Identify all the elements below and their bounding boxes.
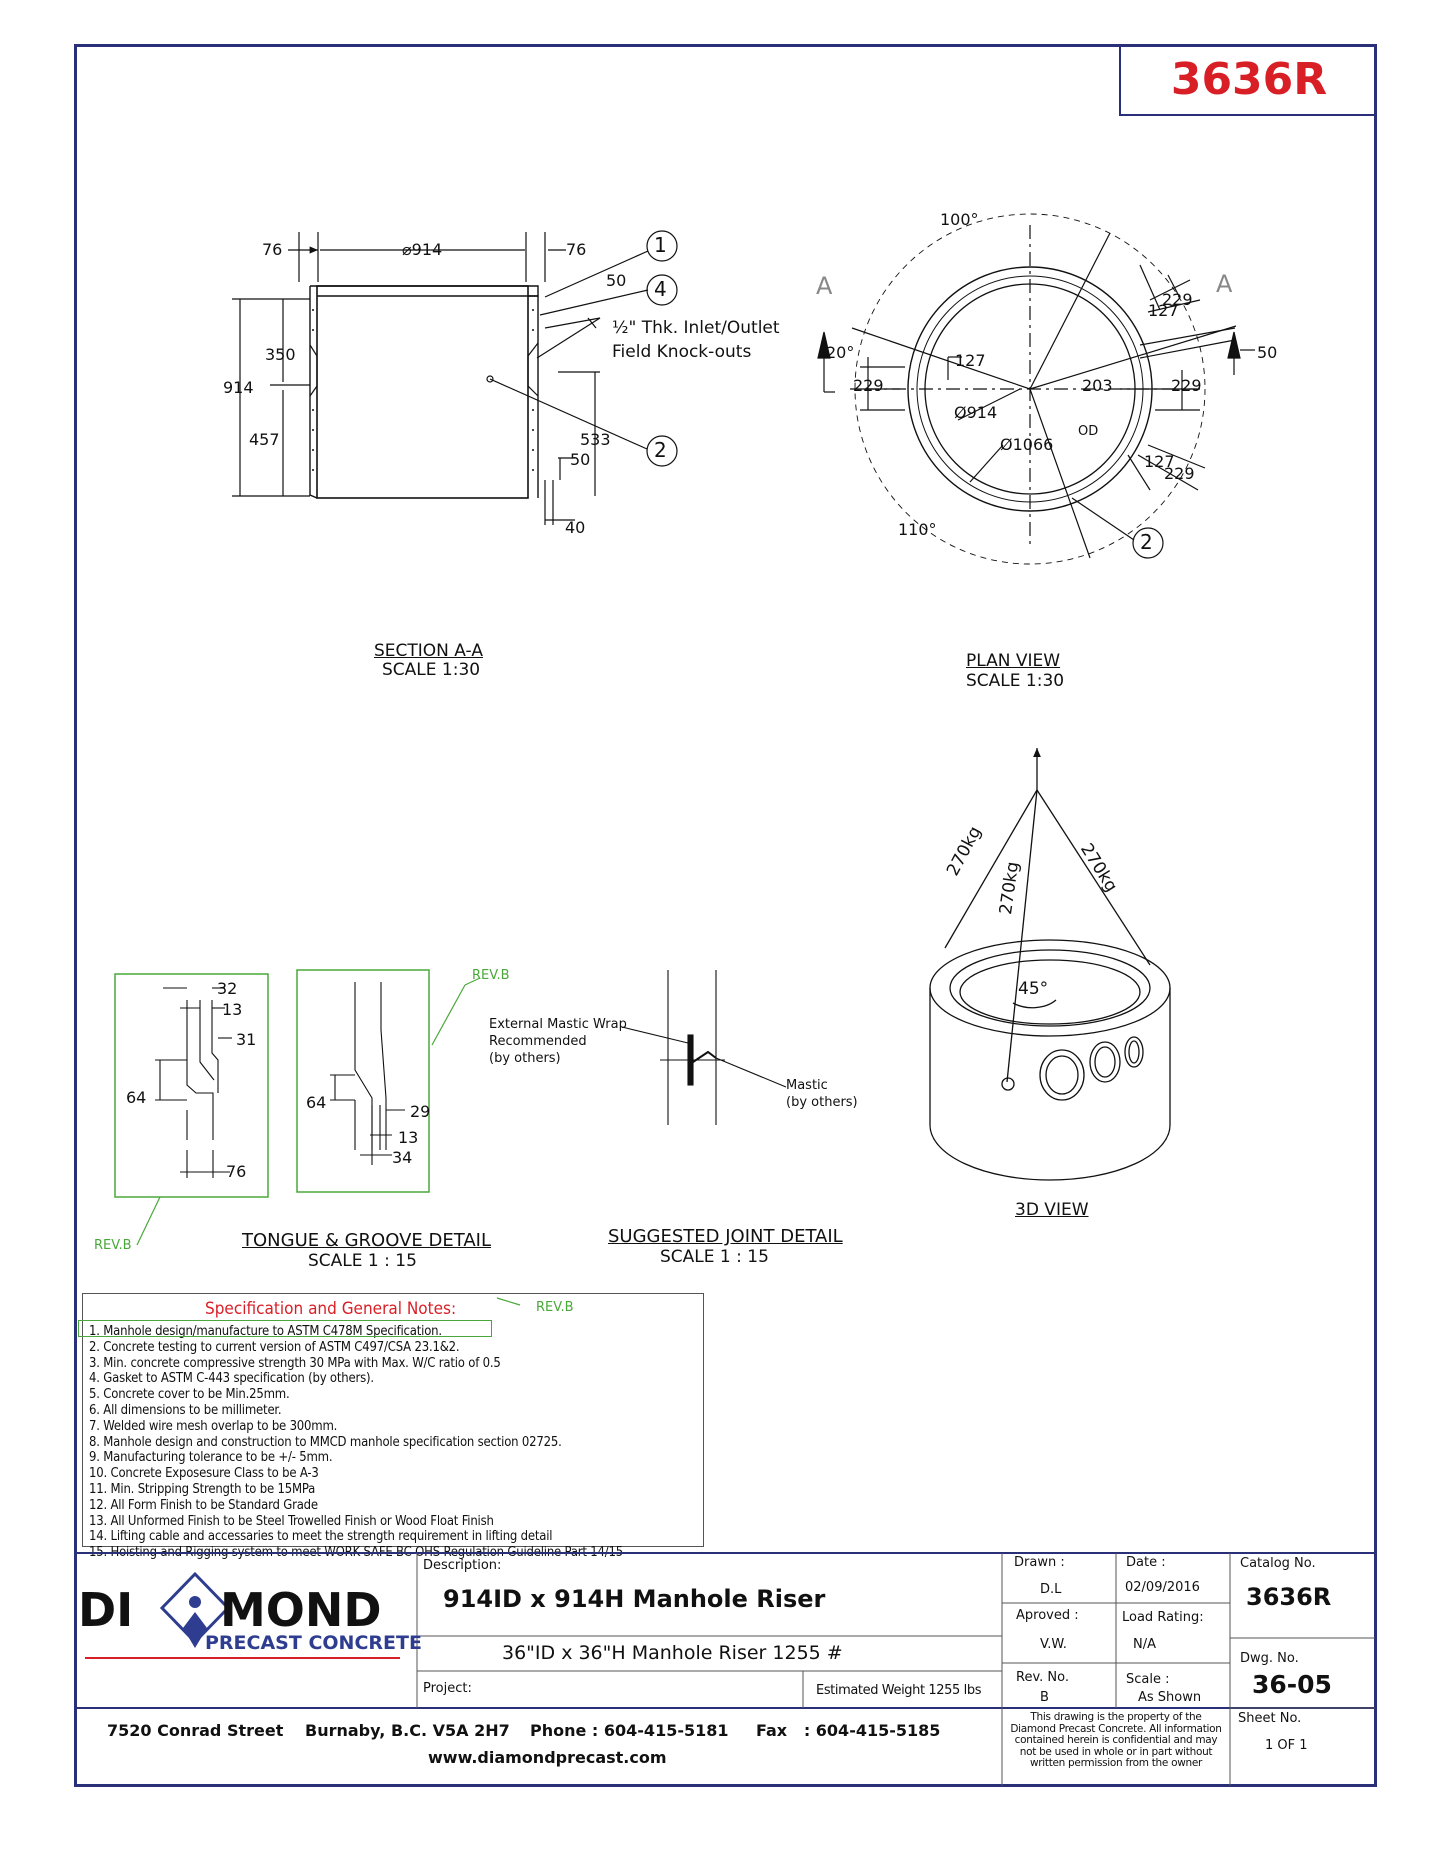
- dim-350: 350: [265, 345, 296, 364]
- catalog-value: 3636R: [1246, 1583, 1332, 1611]
- address-street: 7520 Conrad Street: [107, 1721, 284, 1740]
- note-item: 15. Hoisting and Rigging system to meet WORK SAFE BC OHS Regulation Guideline Part 14/15: [89, 1545, 623, 1561]
- approved-label: Aproved :: [1016, 1608, 1079, 1623]
- knockout-note-1: ½" Thk. Inlet/Outlet: [612, 318, 780, 338]
- angle-110: 110°: [898, 520, 937, 539]
- dim-203: 203: [1082, 376, 1113, 395]
- dim-76-tongue: 76: [226, 1162, 247, 1181]
- dim-533: 533: [580, 430, 611, 449]
- disclaimer-line: written permission from the owner: [1029, 1757, 1203, 1770]
- disclaimer-line: contained herein is confidential and may: [1014, 1734, 1218, 1747]
- dim-13-b: 13: [398, 1128, 419, 1147]
- bubble-4: 4: [654, 277, 667, 301]
- dim-127-left: 127: [955, 351, 986, 370]
- load-rating-label: Load Rating:: [1122, 1610, 1204, 1625]
- section-marker-left: A: [816, 272, 833, 300]
- disclaimer-line: Diamond Precast Concrete. All information: [1010, 1722, 1222, 1735]
- mastic-wrap-note-2: Recommended: [489, 1034, 587, 1049]
- plan-scale: SCALE 1:30: [966, 671, 1065, 691]
- dim-127-right-top: 127: [1148, 301, 1179, 320]
- dim-64-a: 64: [126, 1088, 147, 1107]
- dim-229-right-bottom: 229: [1164, 464, 1195, 483]
- rev-b-marker-3: REV.B: [536, 1300, 574, 1315]
- dwg-label: Dwg. No.: [1240, 1651, 1299, 1666]
- website-link[interactable]: www.diamondprecast.com: [428, 1748, 667, 1767]
- dim-914-width: ⌀914: [402, 240, 443, 259]
- dim-31: 31: [236, 1030, 257, 1049]
- sheet-label: Sheet No.: [1238, 1711, 1302, 1726]
- mastic-note-1: Mastic: [786, 1078, 828, 1093]
- note-item: 7. Welded wire mesh overlap to be 300mm.: [89, 1418, 338, 1434]
- note-item: 9. Manufacturing tolerance to be +/- 5mm.: [89, 1450, 333, 1466]
- dim-76-left: 76: [262, 240, 283, 259]
- dim-127-right-bottom: 127: [1144, 452, 1175, 471]
- angle-45: 45°: [1018, 979, 1049, 999]
- dim-32: 32: [217, 979, 238, 998]
- note-item: 1. Manhole design/manufacture to ASTM C478M Specification.: [89, 1324, 442, 1339]
- load-label-1: 270kg: [943, 823, 986, 880]
- dim-50-plan: 50: [1257, 343, 1278, 362]
- load-label-3: 270kg: [1076, 840, 1122, 896]
- drawn-label: Drawn :: [1014, 1555, 1065, 1570]
- dim-914-height: 914: [223, 378, 254, 397]
- load-rating-value: N/A: [1133, 1637, 1156, 1652]
- tongue-scale: SCALE 1 : 15: [308, 1251, 417, 1271]
- dim-13-a: 13: [222, 1000, 243, 1019]
- note-item: 14. Lifting cable and accessaries to meet the strength requirement in lifting detail: [89, 1529, 553, 1545]
- dim-34: 34: [392, 1148, 413, 1167]
- logo-text-left: DI: [78, 1583, 134, 1637]
- dim-29: 29: [410, 1102, 431, 1121]
- dim-76-right: 76: [566, 240, 587, 259]
- dim-229-right: 229: [1171, 376, 1202, 395]
- knockout-note-2: Field Knock-outs: [612, 342, 752, 362]
- note-item: 11. Min. Stripping Strength to be 15MPa: [89, 1481, 316, 1497]
- dim-229-left: 229: [853, 376, 884, 395]
- dim-229-right-top: 229: [1162, 290, 1193, 309]
- catalog-label: Catalog No.: [1240, 1556, 1316, 1571]
- note-item: 10. Concrete Exposesure Class to be A-3: [89, 1466, 319, 1482]
- dim-50-top: 50: [606, 271, 627, 290]
- view3d-title: 3D VIEW: [1015, 1200, 1089, 1220]
- dwg-value: 36-05: [1252, 1670, 1332, 1699]
- load-label-2: 270kg: [996, 860, 1024, 916]
- address-city: Burnaby, B.C. V5A 2H7: [305, 1721, 510, 1740]
- drawn-value: D.L: [1040, 1582, 1062, 1597]
- disclaimer-line: This drawing is the property of the: [1030, 1711, 1202, 1723]
- dim-457: 457: [249, 430, 280, 449]
- note-item: 12. All Form Finish to be Standard Grade: [89, 1497, 318, 1513]
- approved-value: V.W.: [1040, 1637, 1067, 1652]
- note-item: 5. Concrete cover to be Min.25mm.: [89, 1387, 290, 1403]
- mastic-note-2: (by others): [786, 1095, 858, 1110]
- od-label: OD: [1078, 424, 1099, 439]
- angle-100: 100°: [940, 210, 979, 229]
- rev-value: B: [1040, 1690, 1049, 1705]
- description-value: 914ID x 914H Manhole Riser: [443, 1585, 826, 1613]
- section-marker-right: A: [1216, 270, 1233, 298]
- fax-number: Fax : 604-415-5185: [756, 1721, 941, 1740]
- plan-title: PLAN VIEW: [966, 651, 1061, 671]
- plan-bubble-2: 2: [1140, 530, 1153, 554]
- dim-50-bottom: 50: [570, 450, 591, 469]
- rev-b-marker-2: REV.B: [472, 968, 510, 983]
- dim-914-dia: Ø914: [954, 403, 998, 422]
- dim-1066-dia: Ø1066: [1000, 435, 1054, 454]
- joint-scale: SCALE 1 : 15: [660, 1247, 769, 1267]
- phone-number: Phone : 604-415-5181: [530, 1721, 729, 1740]
- catalog-code-header: 3636R: [1119, 44, 1377, 116]
- note-item: 4. Gasket to ASTM C-443 specification (by others).: [89, 1371, 374, 1387]
- note-item: 8. Manhole design and construction to MMCD manhole specification section 02725.: [89, 1434, 562, 1450]
- description-imperial: 36"ID x 36"H Manhole Riser 1255 #: [502, 1642, 843, 1664]
- rev-label: Rev. No.: [1016, 1670, 1069, 1685]
- description-label: Description:: [423, 1558, 502, 1573]
- rev-b-marker-1: REV.B: [94, 1238, 132, 1253]
- joint-title: SUGGESTED JOINT DETAIL: [608, 1226, 843, 1247]
- scale-value: As Shown: [1138, 1690, 1202, 1705]
- angle-20: 20°: [826, 343, 855, 362]
- tongue-title: TONGUE & GROOVE DETAIL: [242, 1230, 491, 1251]
- logo-subtitle: PRECAST CONCRETE: [205, 1632, 422, 1654]
- disclaimer-line: not be used in whole or in part without: [1019, 1745, 1213, 1758]
- date-value: 02/09/2016: [1125, 1580, 1200, 1595]
- bubble-2: 2: [654, 438, 667, 462]
- scale-label: Scale :: [1126, 1672, 1170, 1687]
- dim-40: 40: [565, 518, 586, 537]
- section-title: SECTION A-A: [374, 641, 483, 661]
- estimated-weight: Estimated Weight 1255 lbs: [816, 1683, 982, 1698]
- note-item: 6. All dimensions to be millimeter.: [89, 1402, 282, 1418]
- mastic-wrap-note-3: (by others): [489, 1051, 561, 1066]
- dim-64-b: 64: [306, 1093, 327, 1112]
- date-label: Date :: [1126, 1555, 1166, 1570]
- note-item: 2. Concrete testing to current version of ASTM C497/CSA 23.1&2.: [89, 1339, 460, 1355]
- notes-title: Specification and General Notes:: [205, 1299, 457, 1319]
- sheet-value: 1 OF 1: [1265, 1738, 1308, 1753]
- mastic-wrap-note-1: External Mastic Wrap: [489, 1017, 627, 1032]
- note-item: 3. Min. concrete compressive strength 30 MPa with Max. W/C ratio of 0.5: [89, 1355, 501, 1371]
- bubble-1: 1: [654, 233, 667, 257]
- logo-text-right: MOND: [220, 1583, 382, 1637]
- ownership-disclaimer: [1004, 1712, 1228, 1770]
- note-item: 13. All Unformed Finish to be Steel Trowelled Finish or Wood Float Finish: [89, 1513, 494, 1529]
- section-scale: SCALE 1:30: [382, 660, 481, 680]
- project-label: Project:: [423, 1681, 472, 1696]
